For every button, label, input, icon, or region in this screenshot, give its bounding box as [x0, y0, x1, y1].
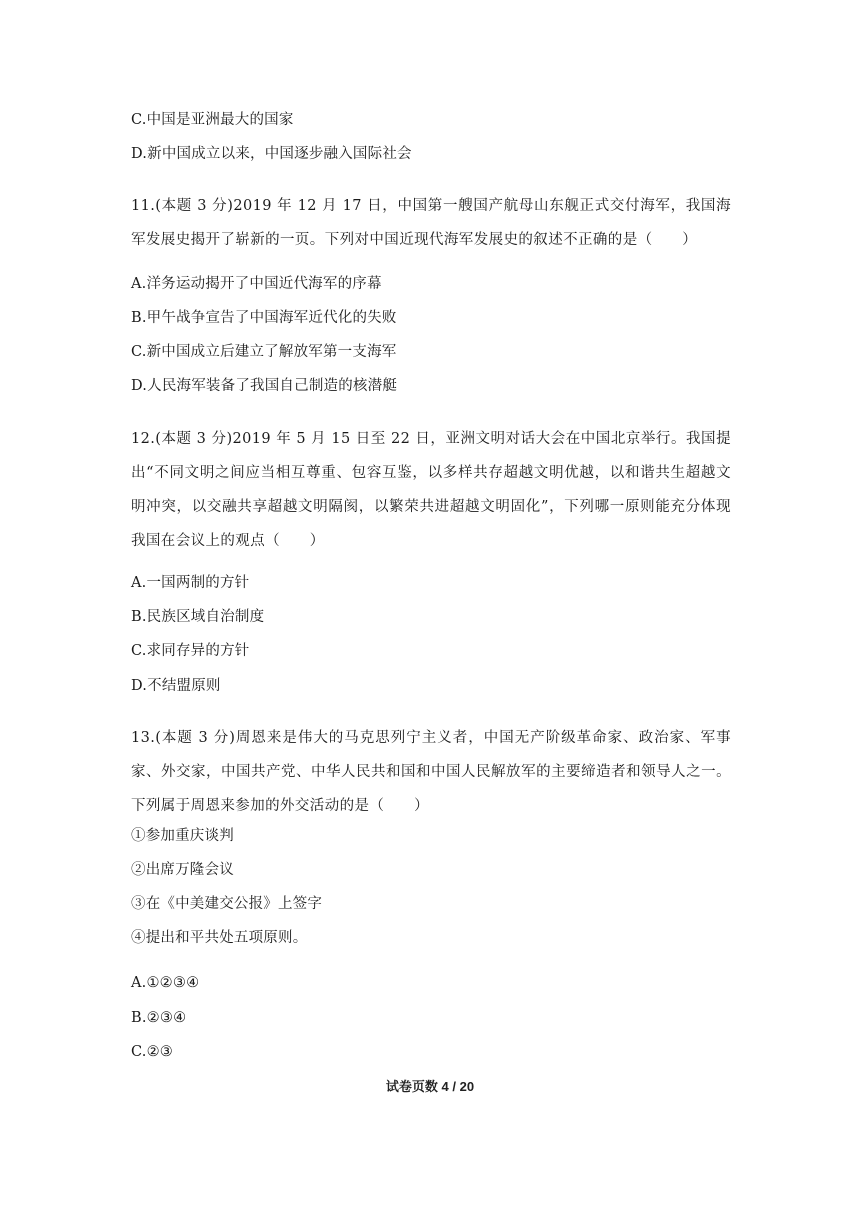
q12-option-c: C.求同存异的方针: [131, 643, 250, 659]
q12-stem: 12.(本题 3 分)2019 年 5 月 15 日至 22 日，亚洲文明对话大会在中国北京举行。我国提出“不同文明之间应当相互尊重、包容互鉴，以多样共存超越文明优越，以和谐共生超越文明冲突，以交融共享超越文明隔阂，以繁荣共进超越文明固化”，下列哪一原则能充分体现我国在会议上的观点（ ）: [131, 431, 731, 549]
q11-option-d: D.人民海军装备了我国自己制造的核潜艇: [131, 378, 398, 394]
page-footer: [0, 1076, 860, 1095]
q13-item-3: ③在《中美建交公报》上签字: [131, 896, 323, 912]
q12-option-d: D.不结盟原则: [131, 678, 221, 694]
q13-option-c: C.②③: [131, 1044, 173, 1060]
q11-option-c: C.新中国成立后建立了解放军第一支海军: [131, 344, 397, 360]
q13-item-2: ②出席万隆会议: [131, 862, 234, 878]
q11-stem: 11.(本题 3 分)2019 年 12 月 17 日，中国第一艘国产航母山东舰正式交付海军，我国海军发展史揭开了崭新的一页。下列对中国近现代海军发展史的叙述不正确的是（ ）: [131, 198, 731, 248]
q13-item-1: ①参加重庆谈判: [131, 828, 234, 844]
q13-option-b: B.②③④: [131, 1010, 187, 1026]
q13-option-a: A.①②③④: [131, 975, 200, 991]
page-number: 试卷页数 4 / 20: [385, 1079, 475, 1094]
q10-option-c: C.中国是亚洲最大的国家: [131, 112, 294, 128]
q13-item-4: ④提出和平共处五项原则。: [131, 930, 308, 946]
q11-option-a: A.洋务运动揭开了中国近代海军的序幕: [131, 276, 382, 292]
q10-option-d: D.新中国成立以来，中国逐步融入国际社会: [131, 146, 412, 162]
q11-option-b: B.甲午战争宣告了中国海军近代化的失败: [131, 310, 397, 326]
q13-stem: 13.(本题 3 分)周恩来是伟大的马克思列宁主义者，中国无产阶级革命家、政治家、军事家、外交家，中国共产党、中华人民共和国和中国人民解放军的主要缔造者和领导人之一。下列属于周恩来参加的外交活动的是（ ）: [131, 730, 731, 814]
q12-option-b: B.民族区域自治制度: [131, 609, 265, 625]
q12-option-a: A.一国两制的方针: [131, 575, 250, 591]
